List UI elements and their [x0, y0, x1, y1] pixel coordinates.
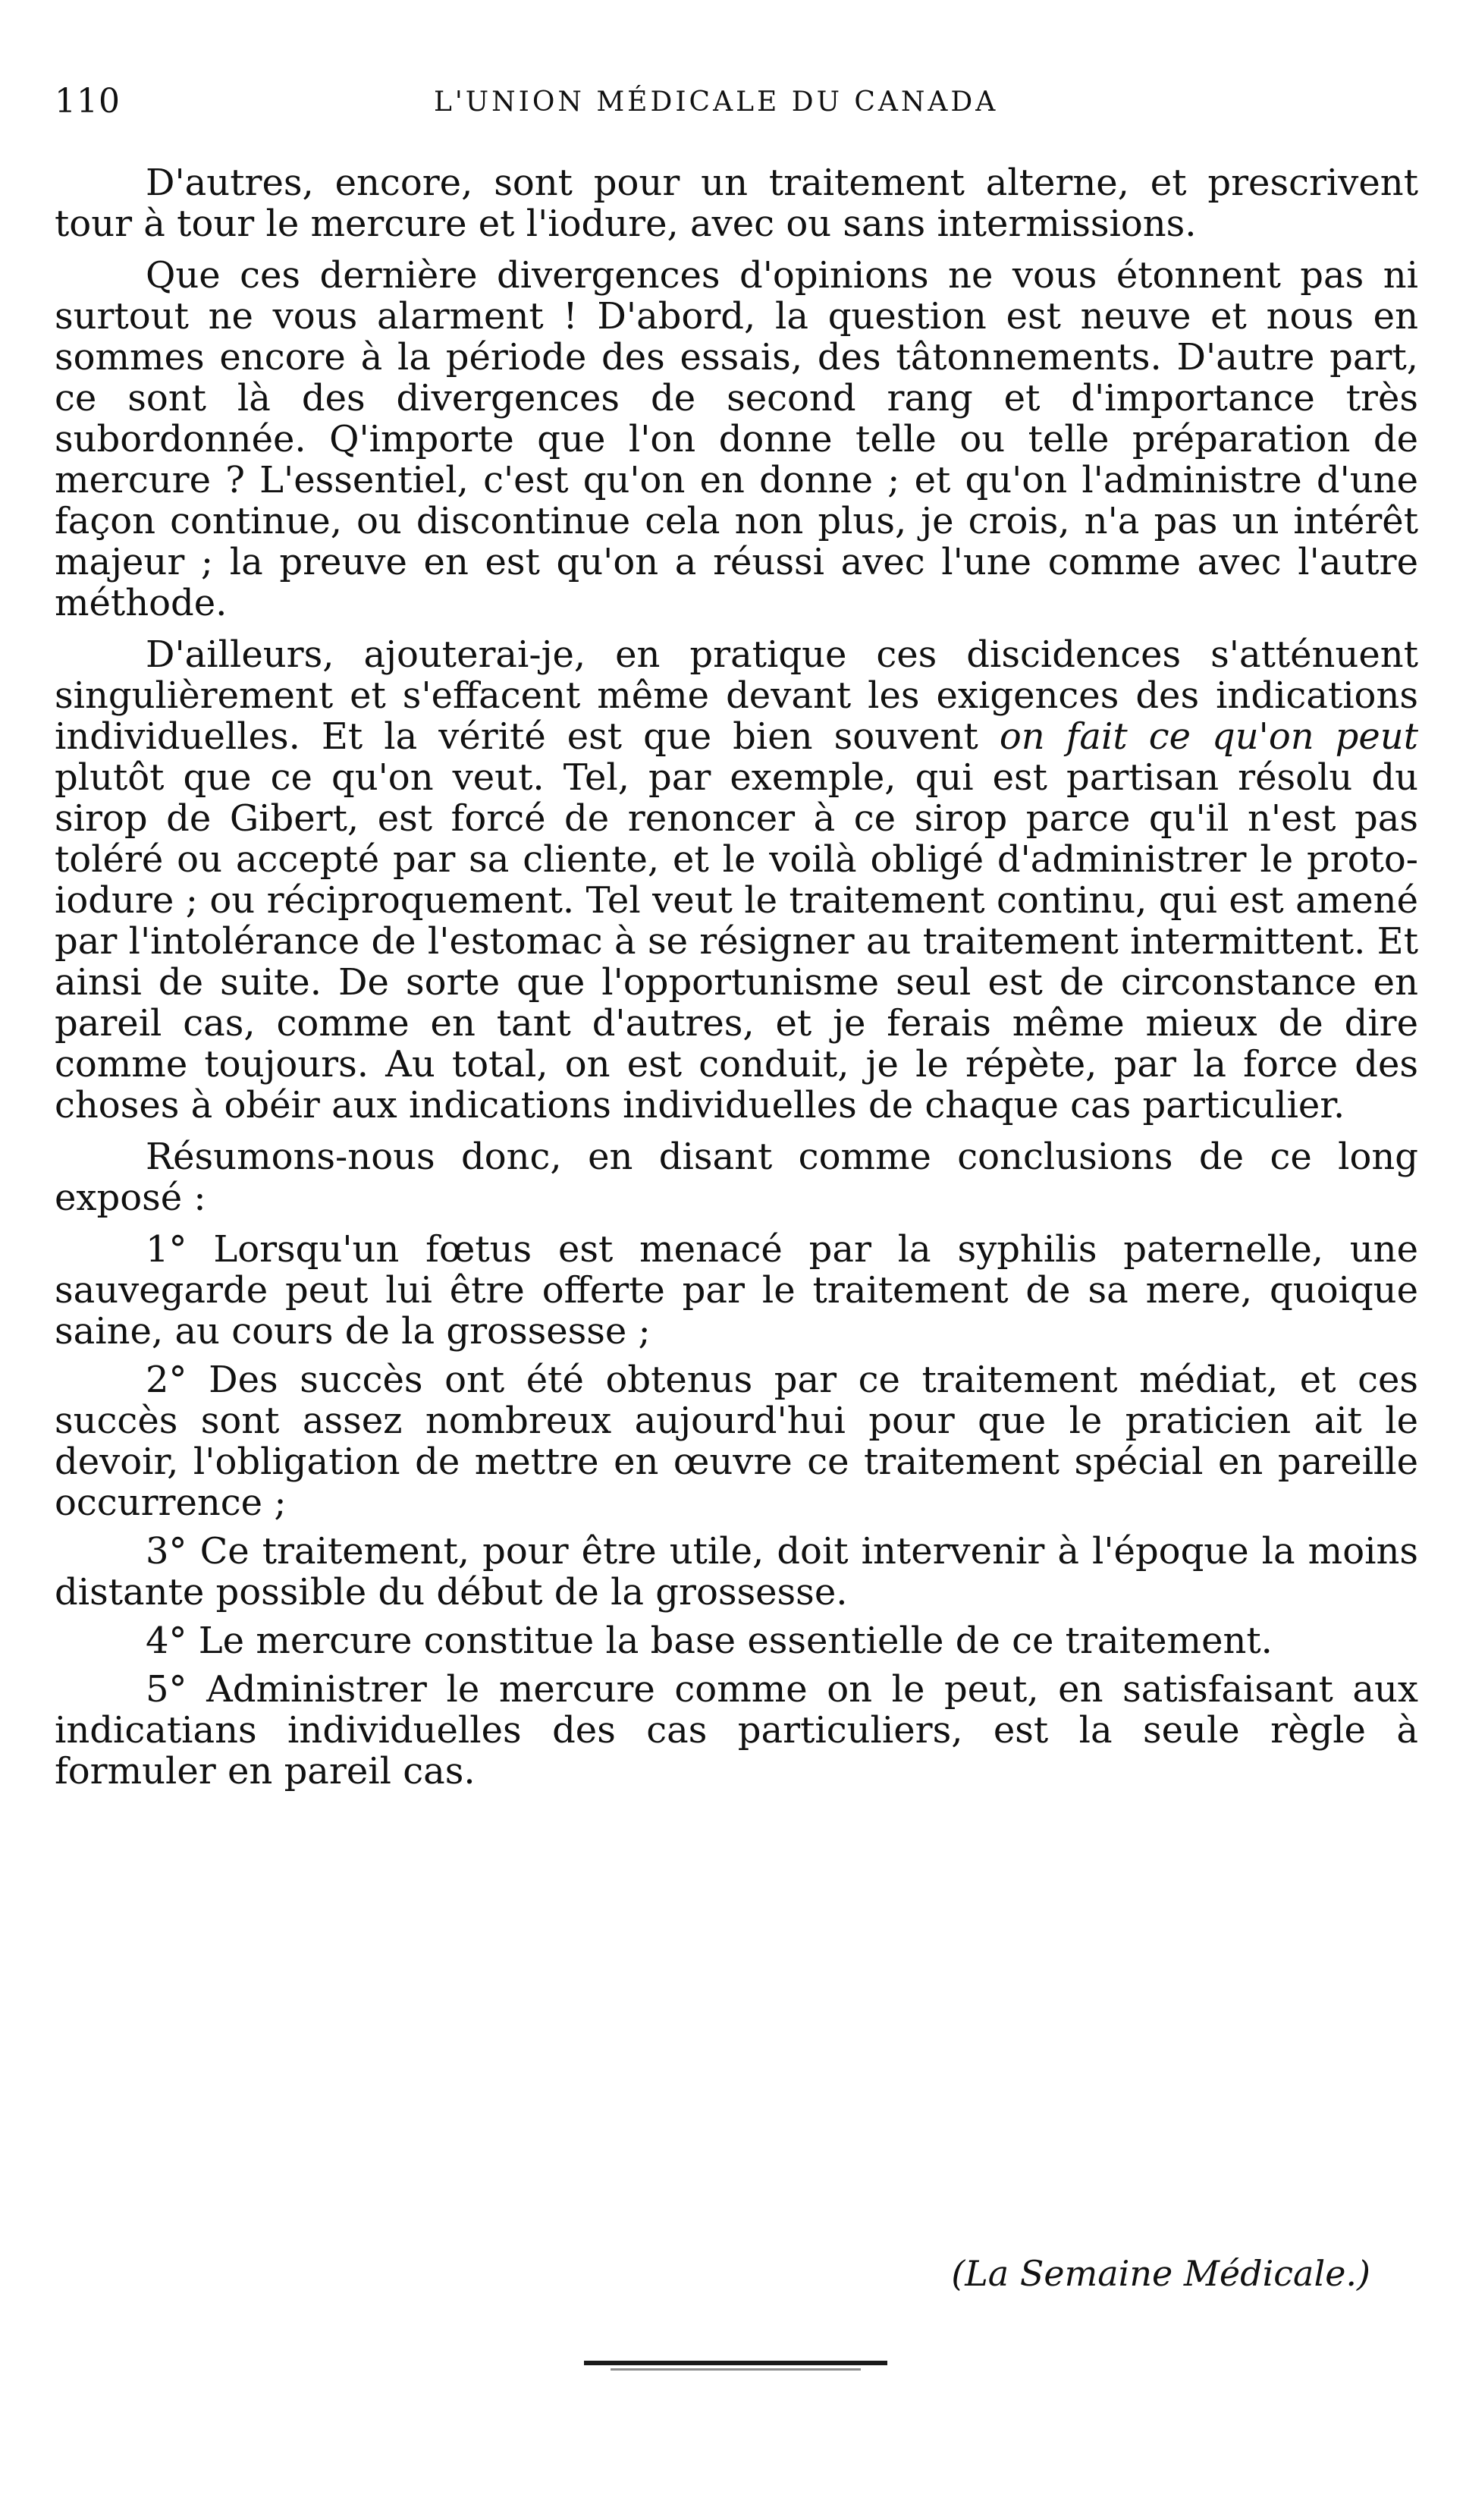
source-citation: (La Semaine Médicale.) [951, 2253, 1370, 2294]
closing-rule [584, 2361, 887, 2365]
closing-rule-shadow [611, 2368, 861, 2371]
paragraph-indications-rest: plutôt que ce qu'on veut. Tel, par exemple, qui est partisan résolu du sirop de Gibert, est forcé de renoncer à ce sirop parce qu'il n'est pas toléré ou accepté par sa cliente, et le voilà obligé d'administrer le proto-iodure ; ou réciproquement. Tel veut le traitement continu, qui est amené par l'intolérance de l'estomac à se résigner au traitement intermittent. Et ainsi de suite. De sorte que l'opportunisme seul est de circonstance en pareil cas, comme en tant d'autres, et je ferais même mieux de dire comme toujours. Au total, on est conduit, je le répète, par la force des choses à obéir aux indications individuelles de chaque cas particulier. [55, 756, 1418, 1126]
article-body [55, 162, 1418, 1799]
paragraph-alternate-treatment: D'autres, encore, sont pour un traitement alterne, et prescrivent tour à tour le mercure et l'iodure, avec ou sans intermissions. [55, 162, 1418, 245]
page-header [55, 82, 1418, 135]
conclusion-item-5: 5° Administrer le mercure comme on le peut, en satisfaisant aux indicatians individuelles des cas particuliers, est la seule règle à formuler en pareil cas. [55, 1668, 1418, 1793]
conclusion-item-1: 1° Lorsqu'un fœtus est menacé par la syphilis paternelle, une sauvegarde peut lui être offerte par le traitement de sa mere, quoique saine, au cours de la grossesse ; [55, 1228, 1418, 1353]
conclusion-item-3: 3° Ce traitement, pour être utile, doit intervenir à l'époque la moins distante possible du début de la grossesse. [55, 1530, 1418, 1613]
paragraph-indications [55, 634, 1418, 1126]
running-title: L'UNION MÉDICALE DU CANADA [434, 86, 999, 118]
paragraph-indications-lead: D'ailleurs, ajouterai-je, en pratique ces discidences s'atténuent singulièrement et s'effacent même devant les exigences des indications individuelles. Et la vérité est que bien souvent [55, 633, 1418, 758]
conclusion-item-4: 4° Le mercure constitue la base essentielle de ce traitement. [146, 1620, 1273, 1662]
conclusion-item-2: 2° Des succès ont été obtenus par ce traitement médiat, et ces succès sont assez nombreux aujourd'hui pour que le praticien ait le devoir, l'obligation de mettre en œuvre ce traitement spécial en pareille occurrence ; [55, 1359, 1418, 1524]
paragraph-summary-intro: Résumons-nous donc, en disant comme conclusions de ce long exposé : [55, 1136, 1418, 1219]
page-number: 110 [55, 82, 121, 121]
italic-phrase: on fait ce qu'on peut [999, 715, 1419, 758]
paragraph-divergences: Que ces dernière divergences d'opinions ne vous étonnent pas ni surtout ne vous alarment ! D'abord, la question est neuve et nous en sommes encore à la période des essais, des tâtonnements. D'autre part, ce sont là des divergences de second rang et d'importance très subordonnée. Q'importe que l'on donne telle ou telle préparation de mercure ? L'essentiel, c'est qu'on en donne ; et qu'on l'administre d'une façon continue, ou discontinue cela non plus, je crois, n'a pas un intérêt majeur ; la preuve en est qu'on a réussi avec l'une comme avec l'autre méthode. [55, 254, 1418, 624]
